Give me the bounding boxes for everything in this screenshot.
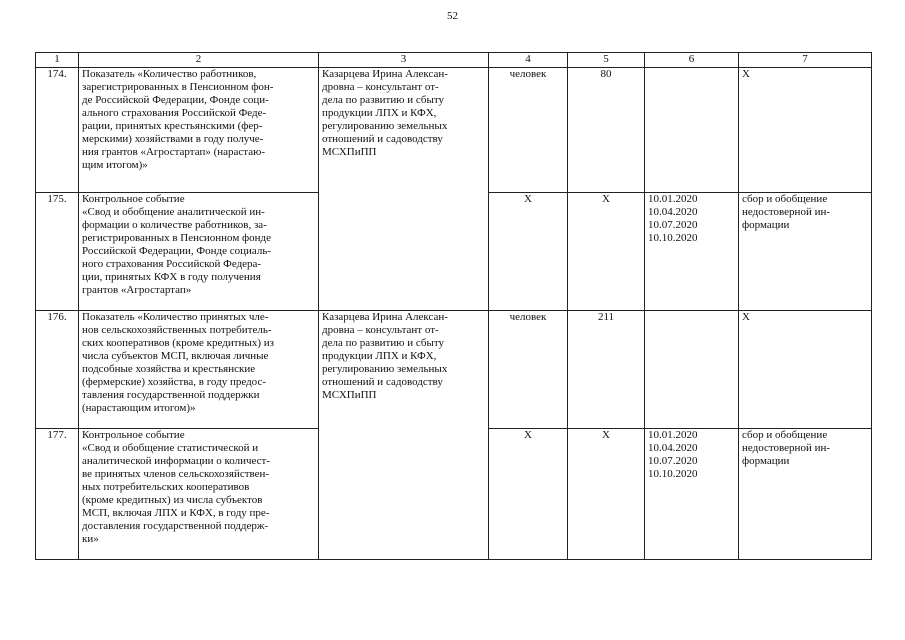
indicators-table [35,52,872,560]
row-unit: X [489,429,568,560]
header-col-6: 6 [645,53,739,68]
row-value: 211 [568,311,645,429]
row-note: X [739,311,872,429]
row-number: 177. [36,429,79,560]
row-value: X [568,193,645,311]
row-unit: X [489,193,568,311]
row-number: 175. [36,193,79,311]
row-responsible: Казарцева Ирина Алексан- дровна – консультант от- дела по развитию и сбыту продукции ЛПХ и КФХ, регулированию земельных отношений и садоводству МСХПиПП [319,68,489,311]
table-row [36,311,872,429]
row-description: Показатель «Количество принятых чле- нов сельскохозяйственных потребитель- ских кооперативов (кроме кредитных) из числа субъектов МСП, включая личные подсобные хозяйства и крестьянские (фермерские) хозяйства, в году предос- тавления государственной поддержки (нарастающим итогом)» [79,311,319,429]
header-col-3: 3 [319,53,489,68]
row-note: X [739,68,872,193]
header-col-4: 4 [489,53,568,68]
row-dates [645,311,739,429]
row-dates: 10.01.2020 10.04.2020 10.07.2020 10.10.2020 [645,193,739,311]
row-value: X [568,429,645,560]
row-description: Контрольное событие «Свод и обобщение статистической и аналитической информации о количест- ве принятых членов сельскохозяйствен- ных потребительских кооперативов (кроме кредитных) из числа субъектов МСП, включая ЛПХ и КФХ, в году пре- доставления государственной поддерж- ки» [79,429,319,560]
header-row [36,53,872,68]
row-description: Контрольное событие «Свод и обобщение аналитической ин- формации о количестве работников, за- регистрированных в Пенсионном фонде Российской Федерации, Фонде социаль- ного страхования Российской Федера- ции, принятых КФХ в году получения грантов «Агростартап» [79,193,319,311]
row-value: 80 [568,68,645,193]
row-number: 176. [36,311,79,429]
row-unit: человек [489,311,568,429]
row-unit: человек [489,68,568,193]
row-description: Показатель «Количество работников, зарегистрированных в Пенсионном фон- де Российской Федерации, Фонде соци- ального страхования Российской Феде- рации, принятых крестьянскими (фер- мерскими) хозяйствами в году получе- ния грантов «Агростартап» (нарастаю- щим итогом)» [79,68,319,193]
row-note: сбор и обобщение недостоверной ин- формации [739,193,872,311]
header-col-5: 5 [568,53,645,68]
row-note: сбор и обобщение недостоверной ин- формации [739,429,872,560]
header-col-2: 2 [79,53,319,68]
page-number: 52 [447,10,458,22]
row-number: 174. [36,68,79,193]
row-responsible: Казарцева Ирина Алексан- дровна – консультант от- дела по развитию и сбыту продукции ЛПХ и КФХ, регулированию земельных отношений и садоводству МСХПиПП [319,311,489,560]
header-col-7: 7 [739,53,872,68]
header-col-1: 1 [36,53,79,68]
table-row [36,68,872,193]
row-dates [645,68,739,193]
row-dates: 10.01.2020 10.04.2020 10.07.2020 10.10.2020 [645,429,739,560]
